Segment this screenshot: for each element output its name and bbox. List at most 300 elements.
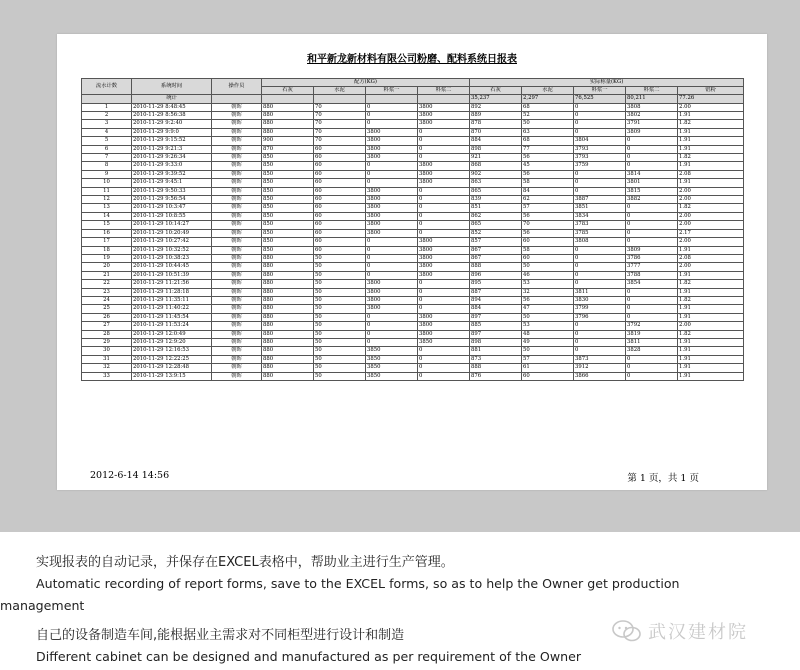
table-cell: 3800 xyxy=(418,103,470,111)
table-cell: 70 xyxy=(314,137,366,145)
table-cell: 0 xyxy=(626,145,678,153)
table-row xyxy=(82,338,744,346)
caption-line-1: 实现报表的自动记录，并保存在EXCEL表格中，帮助业主进行生产管理。 xyxy=(36,555,454,570)
total-cell: 80,211 xyxy=(626,95,678,103)
table-cell: 3800 xyxy=(418,179,470,187)
table-cell: 0 xyxy=(626,229,678,237)
table-cell: 3799 xyxy=(574,305,626,313)
table-cell: 2.00 xyxy=(678,221,744,229)
table-cell: 0 xyxy=(418,212,470,220)
table-cell: 2010-11-29 9:21:3 xyxy=(132,145,212,153)
table-cell: 2.00 xyxy=(678,238,744,246)
total-cell: 2,297 xyxy=(522,95,574,103)
table-cell: 889 xyxy=(470,112,522,120)
table-cell: 1.91 xyxy=(678,355,744,363)
table-cell: 2010-11-29 10:51:39 xyxy=(132,271,212,279)
table-cell: 863 xyxy=(470,179,522,187)
table-cell: 850 xyxy=(262,212,314,220)
table-cell: 0 xyxy=(574,254,626,262)
table-cell: 60 xyxy=(314,204,366,212)
table-row xyxy=(82,254,744,262)
table-cell: 50 xyxy=(314,313,366,321)
table-cell: 884 xyxy=(470,305,522,313)
table-cell: 31 xyxy=(82,355,132,363)
table-cell: 894 xyxy=(470,296,522,304)
table-cell: 朝晖 xyxy=(212,221,262,229)
table-cell: 朝晖 xyxy=(212,330,262,338)
table-cell: 朝晖 xyxy=(212,212,262,220)
table-cell: 3882 xyxy=(626,196,678,204)
table-cell: 880 xyxy=(262,330,314,338)
table-cell: 880 xyxy=(262,364,314,372)
table-cell: 3791 xyxy=(626,120,678,128)
table-cell: 850 xyxy=(262,204,314,212)
table-cell: 0 xyxy=(366,120,418,128)
table-cell: 3850 xyxy=(366,364,418,372)
table-cell: 3800 xyxy=(366,288,418,296)
table-cell: 60 xyxy=(314,196,366,204)
table-cell: 朝晖 xyxy=(212,347,262,355)
table-cell: 885 xyxy=(470,322,522,330)
table-cell: 11 xyxy=(82,187,132,195)
table-cell: 朝晖 xyxy=(212,338,262,346)
table-cell: 50 xyxy=(314,254,366,262)
table-cell: 0 xyxy=(366,338,418,346)
subheader: 水泥 xyxy=(522,87,574,95)
table-cell: 朝晖 xyxy=(212,154,262,162)
table-cell: 850 xyxy=(262,238,314,246)
table-cell: 2.17 xyxy=(678,229,744,237)
table-cell: 50 xyxy=(314,364,366,372)
table-cell: 0 xyxy=(626,288,678,296)
table-cell: 3792 xyxy=(626,322,678,330)
table-cell: 22 xyxy=(82,280,132,288)
table-cell: 0 xyxy=(626,221,678,229)
table-cell: 0 xyxy=(418,355,470,363)
table-cell: 1.82 xyxy=(678,120,744,128)
table-cell: 0 xyxy=(574,271,626,279)
table-cell: 50 xyxy=(314,296,366,304)
table-cell: 3800 xyxy=(366,221,418,229)
table-cell: 880 xyxy=(262,271,314,279)
table-cell: 2.00 xyxy=(678,196,744,204)
table-cell: 2010-11-29 9:2:40 xyxy=(132,120,212,128)
table-cell: 朝晖 xyxy=(212,296,262,304)
table-row xyxy=(82,145,744,153)
table-cell: 20 xyxy=(82,263,132,271)
header-operator: 操作员 xyxy=(212,79,262,95)
total-cell: 77.26 xyxy=(678,95,744,103)
table-cell: 50 xyxy=(314,263,366,271)
table-row xyxy=(82,372,744,380)
total-blank xyxy=(82,95,132,103)
table-cell: 3800 xyxy=(366,196,418,204)
table-cell: 3800 xyxy=(366,280,418,288)
table-cell: 852 xyxy=(470,229,522,237)
total-cell xyxy=(314,95,366,103)
table-cell: 63 xyxy=(522,128,574,136)
table-cell: 29 xyxy=(82,338,132,346)
table-cell: 0 xyxy=(366,313,418,321)
table-cell: 873 xyxy=(470,355,522,363)
report-title: 和平新龙新材料有限公司粉磨、配料系统日报表 xyxy=(307,54,517,65)
table-cell: 880 xyxy=(262,254,314,262)
table-cell: 0 xyxy=(366,322,418,330)
table-cell: 58 xyxy=(522,179,574,187)
caption-line-3: management xyxy=(0,598,85,613)
total-cell: 76,525 xyxy=(574,95,626,103)
table-cell: 3873 xyxy=(574,355,626,363)
table-cell: 850 xyxy=(262,162,314,170)
table-cell: 70 xyxy=(314,128,366,136)
total-cell xyxy=(418,95,470,103)
table-cell: 2.00 xyxy=(678,212,744,220)
table-cell: 1.91 xyxy=(678,271,744,279)
table-cell: 0 xyxy=(366,271,418,279)
table-cell: 881 xyxy=(470,347,522,355)
table-cell: 3800 xyxy=(366,204,418,212)
table-cell: 57 xyxy=(522,204,574,212)
table-cell: 880 xyxy=(262,338,314,346)
table-cell: 57 xyxy=(522,355,574,363)
table-cell: 870 xyxy=(262,145,314,153)
table-cell: 865 xyxy=(470,187,522,195)
table-row xyxy=(82,355,744,363)
table-cell: 850 xyxy=(262,187,314,195)
table-cell: 0 xyxy=(626,313,678,321)
table-cell: 33 xyxy=(82,372,132,380)
table-cell: 24 xyxy=(82,296,132,304)
table-cell: 1.91 xyxy=(678,179,744,187)
table-cell: 2.08 xyxy=(678,170,744,178)
table-cell: 2010-11-29 11:28:18 xyxy=(132,288,212,296)
table-cell: 3815 xyxy=(626,187,678,195)
table-cell: 3800 xyxy=(418,322,470,330)
header-time: 系统时间 xyxy=(132,79,212,95)
total-cell xyxy=(366,95,418,103)
table-cell: 0 xyxy=(626,212,678,220)
table-cell: 880 xyxy=(262,372,314,380)
table-cell: 1.91 xyxy=(678,128,744,136)
watermark xyxy=(612,618,748,644)
table-cell: 1.91 xyxy=(678,112,744,120)
table-cell: 1.91 xyxy=(678,162,744,170)
table-cell: 53 xyxy=(522,280,574,288)
table-cell: 3851 xyxy=(574,204,626,212)
table-cell: 2.00 xyxy=(678,263,744,271)
table-cell: 880 xyxy=(262,120,314,128)
table-cell: 50 xyxy=(522,120,574,128)
subheader: 铝粉 xyxy=(678,87,744,95)
table-cell: 3814 xyxy=(626,170,678,178)
table-cell: 56 xyxy=(522,296,574,304)
table-cell: 1.91 xyxy=(678,313,744,321)
footer-page-number: 第 1 页，共 1 页 xyxy=(627,473,699,484)
table-cell: 2 xyxy=(82,112,132,120)
table-cell: 850 xyxy=(262,221,314,229)
table-row xyxy=(82,313,744,321)
table-cell: 2010-11-29 12:22:25 xyxy=(132,355,212,363)
table-cell: 0 xyxy=(418,372,470,380)
header-actual-group: 实际称量(KG) xyxy=(470,79,744,87)
table-cell: 朝晖 xyxy=(212,128,262,136)
table-cell: 1 xyxy=(82,103,132,111)
subheader: 水泥 xyxy=(314,87,366,95)
table-cell: 862 xyxy=(470,212,522,220)
table-cell: 2010-11-29 9:26:34 xyxy=(132,154,212,162)
table-cell: 0 xyxy=(418,187,470,195)
table-cell: 4 xyxy=(82,128,132,136)
table-cell: 0 xyxy=(626,355,678,363)
table-cell: 60 xyxy=(314,246,366,254)
table-cell: 0 xyxy=(626,296,678,304)
table-cell: 2010-11-29 10:8:55 xyxy=(132,212,212,220)
table-cell: 880 xyxy=(262,280,314,288)
table-cell: 0 xyxy=(626,305,678,313)
total-label: 统计 xyxy=(132,95,212,103)
table-cell: 0 xyxy=(574,338,626,346)
table-cell: 880 xyxy=(262,305,314,313)
table-cell: 3796 xyxy=(574,313,626,321)
table-cell: 1.91 xyxy=(678,288,744,296)
table-cell: 3800 xyxy=(366,229,418,237)
table-cell: 0 xyxy=(574,330,626,338)
table-cell: 2.00 xyxy=(678,103,744,111)
table-cell: 3850 xyxy=(366,372,418,380)
table-cell: 2010-11-29 11:53:24 xyxy=(132,322,212,330)
table-cell: 60 xyxy=(314,229,366,237)
table-row xyxy=(82,187,744,195)
table-cell: 2010-11-29 10:32:52 xyxy=(132,246,212,254)
table-cell: 850 xyxy=(262,196,314,204)
table-cell: 850 xyxy=(262,179,314,187)
table-row xyxy=(82,229,744,237)
table-cell: 84 xyxy=(522,187,574,195)
table-cell: 3777 xyxy=(626,263,678,271)
table-cell: 19 xyxy=(82,254,132,262)
table-cell: 朝晖 xyxy=(212,280,262,288)
table-cell: 58 xyxy=(522,246,574,254)
table-cell: 60 xyxy=(314,187,366,195)
table-cell: 3800 xyxy=(366,137,418,145)
table-cell: 1.91 xyxy=(678,246,744,254)
table-cell: 47 xyxy=(522,305,574,313)
table-cell: 880 xyxy=(262,355,314,363)
table-cell: 朝晖 xyxy=(212,254,262,262)
table-cell: 2010-11-29 11:21:56 xyxy=(132,280,212,288)
table-cell: 887 xyxy=(470,288,522,296)
table-cell: 0 xyxy=(418,196,470,204)
table-cell: 朝晖 xyxy=(212,187,262,195)
table-cell: 2010-11-29 12:9:20 xyxy=(132,338,212,346)
table-row xyxy=(82,112,744,120)
table-cell: 60 xyxy=(314,238,366,246)
total-cell xyxy=(262,95,314,103)
table-cell: 朝晖 xyxy=(212,196,262,204)
watermark-text: 武汉建材院 xyxy=(648,622,748,643)
table-row xyxy=(82,204,744,212)
table-cell: 朝晖 xyxy=(212,103,262,111)
table-cell: 0 xyxy=(574,280,626,288)
table-row xyxy=(82,288,744,296)
table-cell: 3808 xyxy=(574,238,626,246)
table-cell: 921 xyxy=(470,154,522,162)
table-cell: 0 xyxy=(366,170,418,178)
table-cell: 70 xyxy=(314,112,366,120)
table-cell: 60 xyxy=(522,372,574,380)
table-cell: 897 xyxy=(470,313,522,321)
table-cell: 朝晖 xyxy=(212,271,262,279)
table-cell: 3800 xyxy=(366,305,418,313)
table-cell: 50 xyxy=(314,338,366,346)
table-cell: 2010-11-29 10:20:49 xyxy=(132,229,212,237)
table-cell: 60 xyxy=(314,221,366,229)
table-cell: 0 xyxy=(574,187,626,195)
table-row xyxy=(82,246,744,254)
table-cell: 3819 xyxy=(626,330,678,338)
table-cell: 50 xyxy=(314,330,366,338)
table-row xyxy=(82,238,744,246)
table-cell: 1.91 xyxy=(678,347,744,355)
table-cell: 21 xyxy=(82,271,132,279)
table-cell: 0 xyxy=(366,112,418,120)
table-cell: 70 xyxy=(314,120,366,128)
table-cell: 32 xyxy=(82,364,132,372)
table-cell: 867 xyxy=(470,246,522,254)
table-cell: 17 xyxy=(82,238,132,246)
table-cell: 2010-11-29 10:44:45 xyxy=(132,263,212,271)
table-cell: 68 xyxy=(522,137,574,145)
table-row xyxy=(82,170,744,178)
table-cell: 23 xyxy=(82,288,132,296)
table-cell: 2010-11-29 9:45:1 xyxy=(132,179,212,187)
table-cell: 850 xyxy=(262,170,314,178)
table-cell: 0 xyxy=(418,296,470,304)
table-cell: 898 xyxy=(470,338,522,346)
table-cell: 902 xyxy=(470,170,522,178)
table-cell: 2.08 xyxy=(678,254,744,262)
table-cell: 朝晖 xyxy=(212,204,262,212)
table-cell: 851 xyxy=(470,204,522,212)
table-cell: 0 xyxy=(366,179,418,187)
table-cell: 2010-11-29 8:56:38 xyxy=(132,112,212,120)
table-row xyxy=(82,162,744,170)
table-cell: 2.00 xyxy=(678,322,744,330)
table-cell: 2010-11-29 11:45:54 xyxy=(132,313,212,321)
table-cell: 3801 xyxy=(626,179,678,187)
table-cell: 3800 xyxy=(418,238,470,246)
table-cell: 3800 xyxy=(366,154,418,162)
table-cell: 68 xyxy=(522,103,574,111)
table-cell: 2010-11-29 10:3:47 xyxy=(132,204,212,212)
table-cell: 865 xyxy=(470,221,522,229)
table-cell: 1.82 xyxy=(678,154,744,162)
table-cell: 30 xyxy=(82,347,132,355)
table-cell: 0 xyxy=(418,364,470,372)
footer-date: 2012-6-14 14:56 xyxy=(90,470,170,481)
table-cell: 1.91 xyxy=(678,137,744,145)
table-cell: 32 xyxy=(522,288,574,296)
table-cell: 3800 xyxy=(418,330,470,338)
table-cell: 1.91 xyxy=(678,305,744,313)
table-cell: 3804 xyxy=(574,137,626,145)
table-cell: 26 xyxy=(82,313,132,321)
table-cell: 3786 xyxy=(626,254,678,262)
table-cell: 53 xyxy=(522,322,574,330)
table-cell: 50 xyxy=(314,372,366,380)
table-cell: 2010-11-29 11:40:22 xyxy=(132,305,212,313)
table-cell: 0 xyxy=(418,288,470,296)
table-cell: 3793 xyxy=(574,154,626,162)
table-cell: 0 xyxy=(626,137,678,145)
table-row xyxy=(82,364,744,372)
table-cell: 3850 xyxy=(418,338,470,346)
table-cell: 朝晖 xyxy=(212,162,262,170)
table-cell: 朝晖 xyxy=(212,145,262,153)
table-cell: 3759 xyxy=(574,162,626,170)
table-cell: 朝晖 xyxy=(212,137,262,145)
table-row xyxy=(82,128,744,136)
table-cell: 3850 xyxy=(366,347,418,355)
table-cell: 0 xyxy=(418,204,470,212)
subheader: 料浆二 xyxy=(418,87,470,95)
table-cell: 朝晖 xyxy=(212,120,262,128)
table-cell: 876 xyxy=(470,372,522,380)
table-cell: 2010-11-29 9:15:52 xyxy=(132,137,212,145)
table-cell: 60 xyxy=(522,238,574,246)
table-cell: 朝晖 xyxy=(212,263,262,271)
table-cell: 0 xyxy=(574,128,626,136)
table-cell: 0 xyxy=(366,246,418,254)
table-cell: 2010-11-29 10:27:42 xyxy=(132,238,212,246)
table-cell: 朝晖 xyxy=(212,305,262,313)
table-cell: 28 xyxy=(82,330,132,338)
table-cell: 850 xyxy=(262,154,314,162)
table-cell: 850 xyxy=(262,246,314,254)
table-cell: 50 xyxy=(314,305,366,313)
caption-line-5: Different cabinet can be designed and manufactured as per requirement of the Owner xyxy=(36,649,582,664)
table-cell: 2.00 xyxy=(678,187,744,195)
table-row xyxy=(82,347,744,355)
table-cell: 880 xyxy=(262,103,314,111)
table-cell: 3811 xyxy=(626,338,678,346)
table-cell: 3800 xyxy=(418,313,470,321)
table-cell: 1.91 xyxy=(678,145,744,153)
table-cell: 50 xyxy=(522,313,574,321)
table-cell: 0 xyxy=(418,229,470,237)
table-row xyxy=(82,330,744,338)
table-cell: 50 xyxy=(314,288,366,296)
subheader: 料浆二 xyxy=(626,87,678,95)
table-cell: 3800 xyxy=(418,170,470,178)
table-row xyxy=(82,271,744,279)
table-cell: 10 xyxy=(82,179,132,187)
table-cell: 56 xyxy=(522,154,574,162)
table-cell: 60 xyxy=(314,162,366,170)
table-cell: 60 xyxy=(314,154,366,162)
table-cell: 0 xyxy=(418,280,470,288)
table-row xyxy=(82,137,744,145)
table-cell: 56 xyxy=(522,229,574,237)
table-cell: 9 xyxy=(82,170,132,178)
table-cell: 49 xyxy=(522,338,574,346)
table-cell: 1.82 xyxy=(678,296,744,304)
table-cell: 50 xyxy=(314,280,366,288)
table-cell: 0 xyxy=(418,305,470,313)
table-cell: 50 xyxy=(314,271,366,279)
table-cell: 3800 xyxy=(366,128,418,136)
table-cell: 3912 xyxy=(574,364,626,372)
